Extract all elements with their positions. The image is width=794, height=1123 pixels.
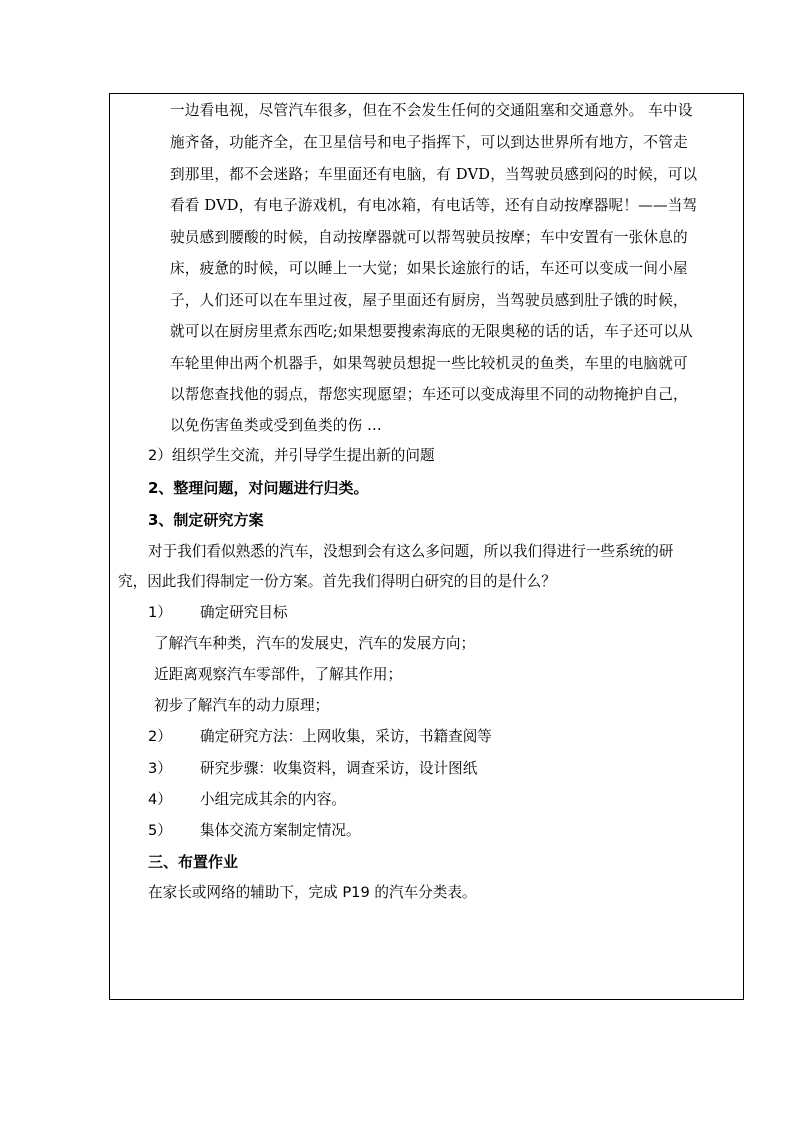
plan-item-text: 研究步骤：收集资料，调查采访，设计图纸 xyxy=(200,760,478,777)
story-line: 床，疲惫的时候，可以睡上一大觉；如果长途旅行的话，车还可以变成一间小屋 xyxy=(170,260,688,277)
plan-item-text: 确定研究目标 xyxy=(200,604,288,621)
goal-item: 初步了解汽车的动力原理； xyxy=(154,697,330,714)
intro-paragraph-line: 究，因此我们得制定一份方案。首先我们得明白研究的目的是什么？ xyxy=(118,573,556,590)
plan-item-number: 1） xyxy=(148,604,172,621)
goal-item: 了解汽车种类，汽车的发展史，汽车的发展方向； xyxy=(154,635,476,652)
story-line: 一边看电视，尽管汽车很多，但在不会发生任何的交通阻塞和交通意外。 车中设 xyxy=(170,102,693,119)
plan-item-number: 2） xyxy=(148,728,172,745)
heading-research-plan: 3、制定研究方案 xyxy=(148,511,264,529)
plan-item-number: 3） xyxy=(148,760,172,777)
plan-item-number: 4） xyxy=(148,791,172,808)
plan-item-number: 5） xyxy=(148,822,172,839)
story-line: 到那里，都不会迷路；车里面还有电脑，有 DVD，当驾驶员感到闷的时候，可以 xyxy=(170,166,698,183)
heading-homework: 三、布置作业 xyxy=(148,853,239,871)
story-line: 就可以在厨房里煮东西吃;如果想要搜索海底的无限奥秘的话的话，车子还可以从 xyxy=(170,323,693,340)
intro-paragraph-line: 对于我们看似熟悉的汽车，没想到会有这么多问题，所以我们得进行一些系统的研 xyxy=(148,543,674,560)
story-line: 施齐备，功能齐全，在卫星信号和电子指挥下，可以到达世界所有地方，不管走 xyxy=(170,134,688,151)
plan-item-text: 集体交流方案制定情况。 xyxy=(200,822,361,839)
story-line: 以免伤害鱼类或受到鱼类的伤 ... xyxy=(170,417,382,434)
goal-item: 近距离观察汽车零部件，了解其作用； xyxy=(154,666,403,683)
story-line: 以帮您查找他的弱点，帮您实现愿望；车还可以变成海里不同的动物掩护自己， xyxy=(170,386,688,403)
plan-item-text: 小组完成其余的内容。 xyxy=(200,791,346,808)
story-line: 子，人们还可以在车里过夜，屋子里面还有厨房，当驾驶员感到肚子饿的时候， xyxy=(170,292,688,309)
story-line: 看看 DVD，有电子游戏机，有电冰箱，有电话等，还有自动按摩器呢！——当驾 xyxy=(170,197,698,214)
story-line: 车轮里伸出两个机器手，如果驾驶员想捉一些比较机灵的鱼类，车里的电脑就可 xyxy=(170,355,688,372)
homework-text: 在家长或网络的辅助下，完成 P19 的汽车分类表。 xyxy=(148,884,477,901)
heading-organize-questions: 2、整理问题，对问题进行归类。 xyxy=(148,479,369,497)
story-line: 驶员感到腰酸的时候，自动按摩器就可以帮驾驶员按摩；车中安置有一张休息的 xyxy=(170,229,688,246)
step-2-text: 2）组织学生交流，并引导学生提出新的问题 xyxy=(148,447,435,464)
plan-item-text: 确定研究方法：上网收集，采访，书籍查阅等 xyxy=(200,728,492,745)
